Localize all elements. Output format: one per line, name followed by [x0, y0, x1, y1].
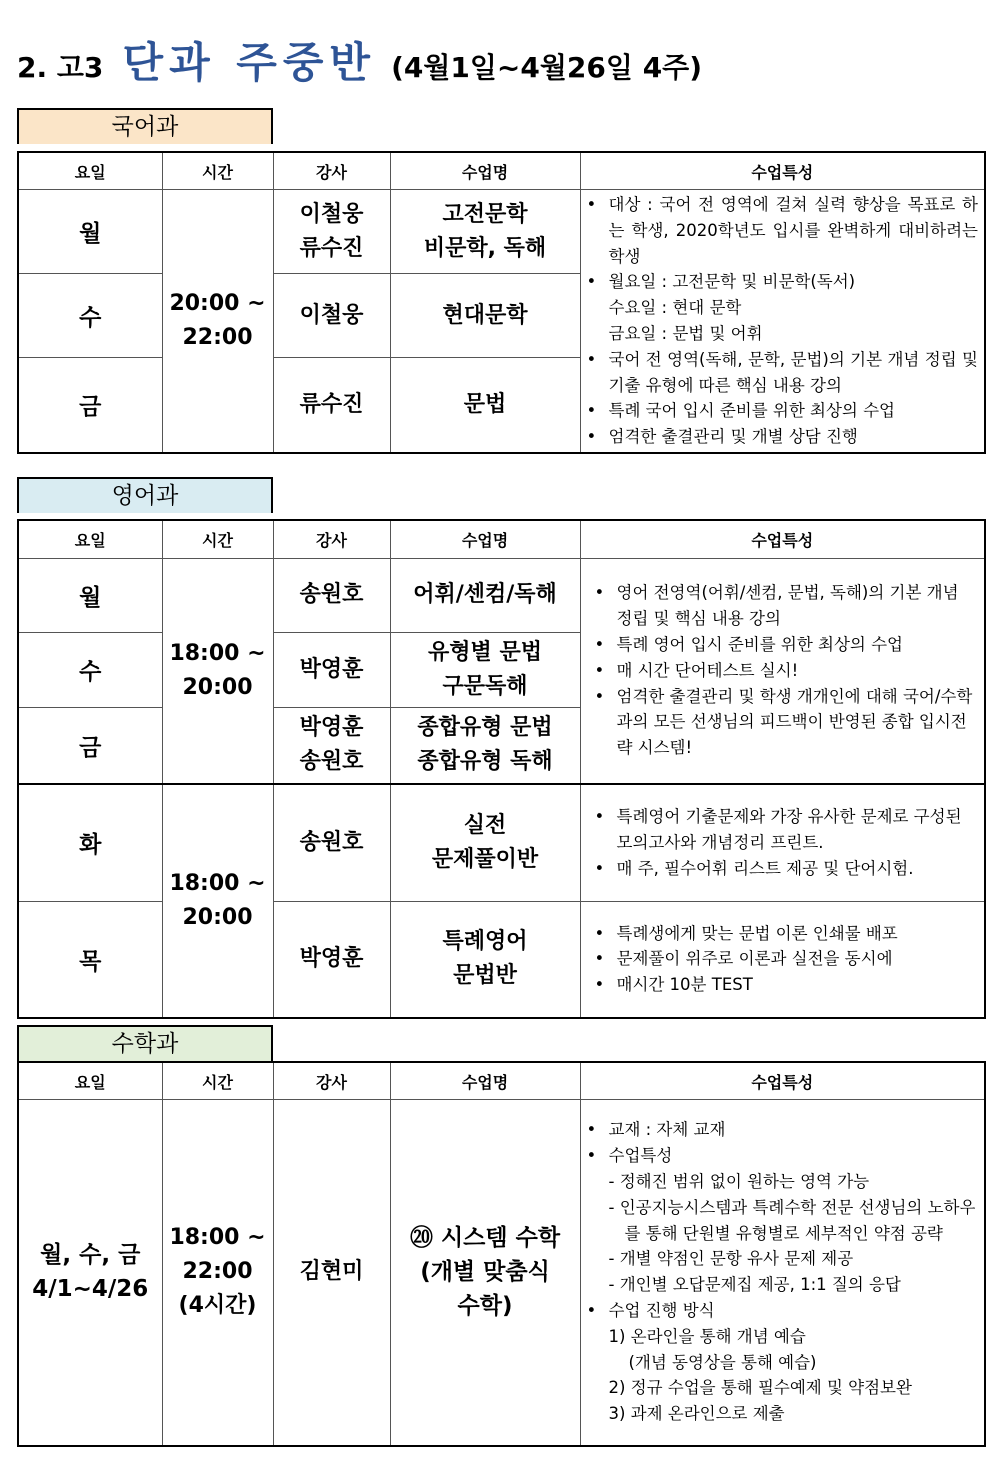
header-day: 요일 — [18, 520, 162, 558]
class-name: 비문학, 독해 — [423, 235, 547, 261]
header-time: 시간 — [162, 152, 273, 190]
feature-item: • 매시간 10분 TEST — [617, 972, 979, 998]
time-cell — [162, 190, 273, 453]
feature-item: • 영어 전영역(어휘/센컴, 문법, 독해)의 기본 개념 정립 및 핵심 내용 강의 — [617, 580, 979, 632]
class-name: 종합유형 문법 — [417, 715, 553, 741]
feature-item: • 국어 전 영역(독해, 문학, 문법)의 기본 개념 정립 및 기출 유형에 따른 핵심 내용 강의 — [609, 347, 979, 399]
feature-item — [609, 269, 979, 346]
class-cell — [390, 190, 580, 274]
class-cell — [390, 707, 580, 784]
day-cell: 월 — [18, 558, 162, 632]
feature-item: • 엄격한 출결관리 및 학생 개개인에 대해 국어/수학과의 모든 선생님의 피드백이 반영된 종합 입시전략 시스템! — [617, 684, 979, 761]
teacher-name: 이철웅 — [299, 201, 364, 227]
class-name: 실전 — [463, 812, 507, 838]
feature-item: • 특례 영어 입시 준비를 위한 최상의 수업 — [617, 632, 979, 658]
teacher-cell — [273, 190, 390, 274]
feature-line: 금요일 : 문법 및 어휘 — [608, 323, 763, 343]
class-name: 수학) — [457, 1293, 513, 1320]
features-cell — [580, 784, 985, 901]
day-cell: 목 — [18, 901, 162, 1018]
title-period: (4월1일~4월26일 4주) — [391, 51, 703, 84]
feature-item: • 특례영어 기출문제와 가장 유사한 문제로 구성된 모의고사와 개념정리 프린트. — [617, 804, 979, 856]
class-cell — [390, 901, 580, 1018]
feature-subitem: (개념 동영상을 통해 예습) — [628, 1352, 817, 1372]
feature-subitem: - 개인별 오답문제집 제공, 1:1 질의 응답 — [608, 1275, 901, 1295]
time-end: 20:00 — [182, 674, 253, 700]
header-features: 수업특성 — [580, 152, 985, 190]
teacher-cell — [273, 274, 390, 357]
time-end: 20:00 — [182, 905, 253, 930]
time-cell — [162, 558, 273, 784]
english-table — [17, 519, 986, 1019]
feature-item: • 대상 : 국어 전 영역에 걸쳐 실력 향상을 목표로 하는 학생, 2020학년도 입시를 완벽하게 대비하려는 학생 — [609, 192, 979, 269]
day-cell: 수 — [18, 274, 162, 357]
table-row — [18, 190, 985, 274]
header-class: 수업명 — [390, 1062, 580, 1100]
page-title — [17, 30, 702, 100]
header-row — [18, 152, 985, 190]
korean-table — [17, 151, 986, 454]
day-cell: 금 — [18, 357, 162, 453]
header-day: 요일 — [18, 1062, 162, 1100]
feature-subitem: - 인공지능시스템과 특례수학 전문 선생님의 노하우를 통해 단원별 유형별로 세부적인 약점 공략 — [608, 1197, 976, 1243]
header-row — [18, 1062, 985, 1100]
header-day: 요일 — [18, 152, 162, 190]
feature-item: • 교재 : 자체 교재 — [609, 1117, 979, 1143]
features-cell — [580, 558, 985, 784]
teacher-name: 류수진 — [299, 235, 364, 261]
feature-heading: • 수업 진행 방식 — [608, 1301, 715, 1321]
header-class: 수업명 — [390, 520, 580, 558]
teacher-cell — [273, 784, 390, 901]
features-cell — [580, 1100, 985, 1446]
class-name: 어휘/센컴/독해 — [413, 582, 557, 607]
feature-subitem: 2) 정규 수업을 통해 필수예제 및 약점보완 — [608, 1378, 912, 1398]
teacher-name: 송원호 — [299, 749, 364, 775]
feature-item: • 특례생에게 맞는 문법 이론 인쇄물 배포 — [617, 921, 979, 947]
header-time: 시간 — [162, 520, 273, 558]
header-teacher: 강사 — [273, 1062, 390, 1100]
feature-item — [609, 1143, 979, 1298]
day-cell: 화 — [18, 784, 162, 901]
day-cell: 월 — [18, 190, 162, 274]
class-cell — [390, 357, 580, 453]
feature-heading: • 수업특성 — [608, 1146, 673, 1166]
day-label: 월, 수, 금 — [40, 1242, 141, 1269]
title-prefix: 2. 고3 — [17, 51, 104, 84]
class-name: ⑳ 시스템 수학 — [409, 1225, 561, 1252]
features-cell — [580, 190, 985, 453]
time-end: 22:00 — [182, 1259, 253, 1285]
class-name: (개별 맞춤식 — [420, 1259, 550, 1286]
class-cell — [390, 632, 580, 707]
feature-subitem: 1) 온라인을 통해 개념 예습 — [608, 1326, 806, 1346]
teacher-name: 박영훈 — [299, 715, 364, 741]
header-time: 시간 — [162, 1062, 273, 1100]
class-name: 문법 — [463, 391, 507, 417]
feature-item: • 매 시간 단어테스트 실시! — [617, 658, 979, 684]
day-cell: 금 — [18, 707, 162, 784]
korean-tab: 국어과 — [17, 108, 273, 144]
header-teacher: 강사 — [273, 152, 390, 190]
feature-line: • 월요일 : 고전문학 및 비문학(독서) — [608, 272, 856, 292]
teacher-name: 박영훈 — [299, 946, 364, 972]
class-cell — [390, 1100, 580, 1446]
class-cell — [390, 784, 580, 901]
class-name: 유형별 문법 — [428, 639, 542, 665]
table-row — [18, 1100, 985, 1446]
header-class: 수업명 — [390, 152, 580, 190]
feature-subitem: 3) 과제 온라인으로 제출 — [608, 1404, 785, 1424]
time-duration: (4시간) — [178, 1293, 257, 1319]
teacher-cell — [273, 357, 390, 453]
time-end: 22:00 — [182, 324, 253, 350]
math-tab: 수학과 — [17, 1025, 273, 1061]
class-name: 문제풀이반 — [431, 846, 539, 872]
class-name: 구문독해 — [442, 673, 528, 699]
header-features: 수업특성 — [580, 1062, 985, 1100]
teacher-name: 이철웅 — [299, 302, 364, 328]
features-cell — [580, 901, 985, 1018]
header-row — [18, 520, 985, 558]
feature-item: • 매 주, 필수어휘 리스트 제공 및 단어시험. — [617, 856, 979, 882]
english-tab: 영어과 — [17, 477, 273, 513]
math-table — [17, 1061, 986, 1447]
class-cell — [390, 558, 580, 632]
teacher-cell — [273, 558, 390, 632]
class-name: 고전문학 — [442, 201, 528, 227]
table-row — [18, 784, 985, 901]
time-cell — [162, 784, 273, 1018]
teacher-cell — [273, 901, 390, 1018]
time-start: 20:00 ~ — [169, 290, 266, 316]
teacher-name: 류수진 — [299, 391, 364, 417]
feature-item: • 엄격한 출결관리 및 개별 상담 진행 — [609, 424, 979, 450]
class-name: 문법반 — [453, 963, 517, 989]
teacher-name: 송원호 — [299, 582, 364, 607]
header-teacher: 강사 — [273, 520, 390, 558]
day-cell: 수 — [18, 632, 162, 707]
teacher-name: 송원호 — [299, 829, 364, 855]
teacher-name: 박영훈 — [299, 656, 364, 682]
teacher-name: 김현미 — [299, 1259, 364, 1285]
teacher-cell — [273, 707, 390, 784]
title-main: 단과 주중반 — [122, 38, 376, 87]
feature-line: 수요일 : 현대 문학 — [608, 298, 742, 318]
day-cell — [18, 1100, 162, 1446]
time-cell — [162, 1100, 273, 1446]
feature-item: • 특례 국어 입시 준비를 위한 최상의 수업 — [609, 398, 979, 424]
feature-item: • 문제풀이 위주로 이론과 실전을 동시에 — [617, 946, 979, 972]
feature-subitem: - 개별 약점인 문항 유사 문제 제공 — [608, 1249, 854, 1269]
time-start: 18:00 ~ — [169, 871, 266, 896]
time-start: 18:00 ~ — [169, 640, 266, 666]
teacher-cell — [273, 632, 390, 707]
class-name: 종합유형 독해 — [417, 749, 553, 775]
feature-item — [609, 1298, 979, 1427]
time-start: 18:00 ~ — [169, 1225, 266, 1251]
feature-subitem: - 정해진 범위 없이 원하는 영역 가능 — [608, 1172, 870, 1192]
class-cell — [390, 274, 580, 357]
class-name: 현대문학 — [442, 302, 528, 328]
teacher-cell — [273, 1100, 390, 1446]
header-features: 수업특성 — [580, 520, 985, 558]
table-row — [18, 558, 985, 632]
class-name: 특례영어 — [442, 929, 528, 955]
date-range: 4/1~4/26 — [32, 1276, 149, 1303]
